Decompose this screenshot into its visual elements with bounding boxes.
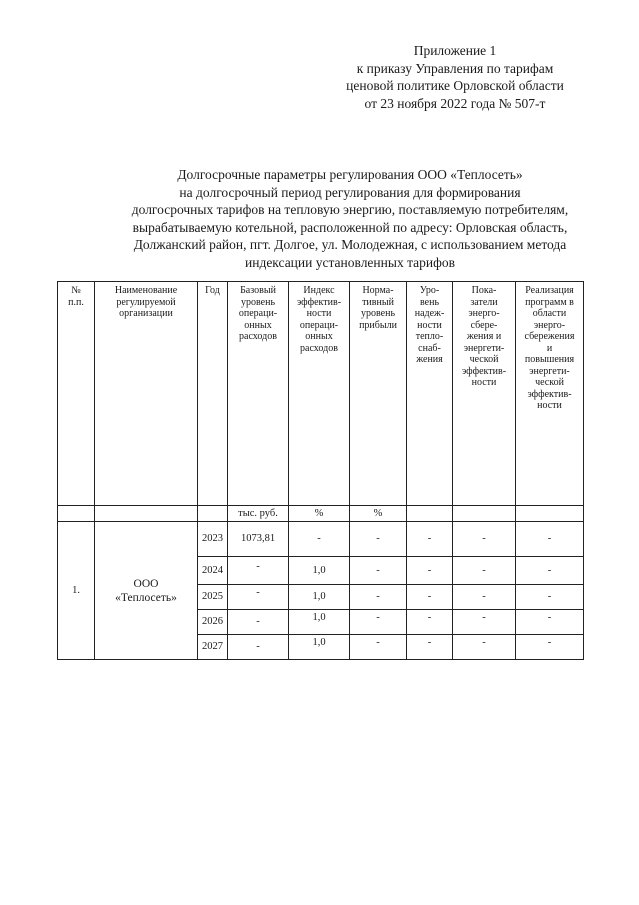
header-num: № п.п. [58, 282, 95, 506]
unit-cell-empty [407, 506, 453, 522]
cell-reliability: - [407, 557, 453, 585]
header-profit: Норма- тивный уровень прибыли [350, 282, 407, 506]
unit-cell-empty [58, 506, 95, 522]
unit-profit: % [350, 506, 407, 522]
header-base: Базовый уровень операци- онных расходов [228, 282, 289, 506]
cell-year: 2023 [198, 522, 228, 557]
header-energy: Пока- затели энерго- сбере- жения и энергети- ческой эффектив- ности [453, 282, 516, 506]
cell-year: 2027 [198, 635, 228, 660]
cell-base: - [228, 610, 289, 635]
cell-energy: - [453, 606, 516, 631]
cell-profit: - [350, 606, 407, 631]
header-index: Индекс эффектив- ности операци- онных расходов [289, 282, 350, 506]
cell-year: 2025 [198, 585, 228, 610]
cell-programs: - [516, 585, 584, 610]
cell-energy: - [453, 557, 516, 585]
cell-base: - [228, 581, 289, 606]
header-programs: Реализация программ в области энерго- сбережения и повышения энергети- ческой эффектив- ности [516, 282, 584, 506]
title-line: индексации установленных тарифов [245, 254, 455, 270]
header-row [58, 282, 584, 506]
cell-programs: - [516, 631, 584, 656]
title-line: на долгосрочный период регулирования для формирования [179, 184, 521, 200]
cell-reliability: - [407, 585, 453, 610]
cell-profit: - [350, 557, 407, 585]
cell-programs: - [516, 522, 584, 557]
appendix-block [330, 42, 580, 112]
cell-profit: - [350, 585, 407, 610]
cell-year: 2024 [198, 557, 228, 585]
header-org: Наименование регулируемой организации [95, 282, 198, 506]
appendix-line: ценовой политике Орловской области [346, 78, 564, 93]
cell-base: - [228, 635, 289, 660]
cell-reliability: - [407, 631, 453, 656]
cell-programs: - [516, 606, 584, 631]
unit-cell-empty [453, 506, 516, 522]
cell-profit: - [350, 522, 407, 557]
cell-index: 1,0 [289, 585, 350, 610]
title-line: долгосрочных тарифов на тепловую энергию, поставляемую потребителям, [131, 202, 569, 217]
cell-reliability: - [407, 522, 453, 557]
cell-energy: - [453, 522, 516, 557]
cell-year: 2026 [198, 610, 228, 635]
cell-reliability: - [407, 606, 453, 631]
table-row [58, 522, 584, 557]
unit-cell-empty [95, 506, 198, 522]
title-line: Долгосрочные параметры регулирования ООО «Теплосеть» [177, 167, 523, 182]
header-reliability: Уро- вень надеж- ности тепло- снаб- жения [407, 282, 453, 506]
appendix-line: Приложение 1 [413, 43, 497, 58]
document-title [90, 166, 610, 271]
title-line: вырабатываемую котельной, расположенной по адресу: Орловская область, [132, 219, 568, 235]
header-year: Год [198, 282, 228, 506]
organization-name: ООО «Теплосеть» [95, 522, 198, 660]
cell-base: 1073,81 [228, 522, 289, 557]
cell-energy: - [453, 631, 516, 656]
unit-index: % [289, 506, 350, 522]
appendix-line: от 23 ноября 2022 года № 507-т [364, 95, 546, 111]
cell-energy: - [453, 585, 516, 610]
cell-index: 1,0 [289, 631, 350, 656]
parameters-table [57, 281, 584, 660]
cell-profit: - [350, 631, 407, 656]
cell-programs: - [516, 557, 584, 585]
unit-cell-empty [198, 506, 228, 522]
unit-cell-empty [516, 506, 584, 522]
cell-index: 1,0 [289, 606, 350, 631]
units-row [58, 506, 584, 522]
unit-base: тыс. руб. [228, 506, 289, 522]
cell-base: - [228, 553, 289, 581]
cell-index: - [289, 522, 350, 557]
title-line: Должанский район, пгт. Долгое, ул. Молодежная, с использованием метода [133, 237, 567, 252]
cell-index: 1,0 [289, 557, 350, 585]
appendix-line: к приказу Управления по тарифам [356, 60, 554, 76]
row-number: 1. [58, 522, 95, 660]
